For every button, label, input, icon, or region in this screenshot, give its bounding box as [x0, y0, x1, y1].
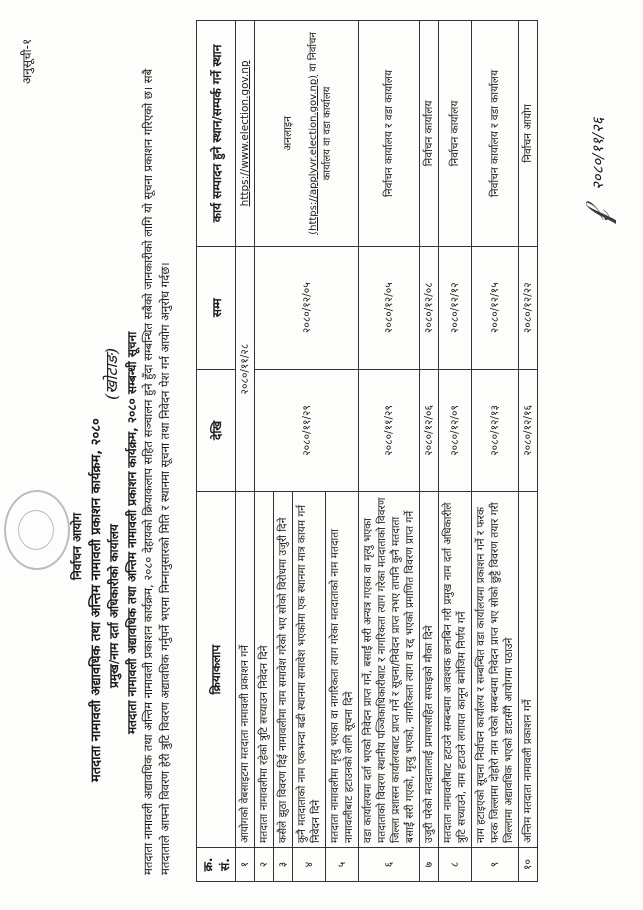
row-place: निर्वाचन कार्यालय: [439, 21, 472, 247]
signature-date: २०८०/११/२६: [589, 117, 607, 190]
row-to: २०८०/१२/१५: [472, 246, 519, 369]
apply-link[interactable]: (https://applyvr.election.gov.np): [307, 74, 319, 235]
office-seal-stamp: [4, 490, 70, 570]
header-to: सम्म: [197, 246, 236, 369]
row-sn: २: [255, 847, 274, 881]
table-row: [420, 21, 439, 882]
schedule-table: [196, 20, 538, 882]
row-sn: ६: [359, 847, 420, 881]
annex-label: अनुसूची-१: [20, 38, 34, 84]
row-from: २०८०/१२/०६: [420, 369, 439, 492]
row-sn: १०: [519, 847, 538, 881]
row-to: २०८०/१२/२२: [519, 246, 538, 369]
place-online: अनलाइन: [281, 116, 294, 151]
table-row: [519, 21, 538, 882]
row-to: २०८०/१२/१२: [439, 246, 472, 369]
row-activity: अन्तिम मतदाता नामावली प्रकाशन गर्ने: [519, 492, 538, 848]
notice-title: मतदाता नामावली अद्यावधिक तथा अन्तिम नामावली प्रकाशन कार्यक्रम, २०८० सम्बन्धी सूचना: [125, 331, 139, 734]
row-sn: ७: [420, 847, 439, 881]
row-activity: नाम हटाइएको सूचना निर्वाचन कार्यालय र सम्बन्धित वडा कार्यालयमा प्रकाशन गर्ने र फरक फरक जिल्लामा दोहोरो नाम परेको सम्बन्धमा निवेदन प्राप्त भए सोको छुट्टै विवरण तयार गरी जिल्लामा अद्यावधिक भएको डाटासँगै आयोगमा पठाउने: [472, 492, 519, 848]
place-rest: वा निर्वाचन कार्यालय वा वडा कार्यालय: [307, 32, 333, 181]
row-place: [255, 21, 359, 247]
header-place: कार्य सम्पादन हुने स्थान/सम्पर्क गर्ने स्थान: [197, 21, 236, 247]
row-to: २०८०/१२/०५: [255, 246, 359, 369]
row-from: २०८०/१२/१३: [472, 369, 519, 492]
row-date: २०८०/११/२८: [236, 246, 255, 491]
row-to: २०८०/१२/०५: [359, 246, 420, 369]
row-activity: आयोगको वेबसाइटमा मतदाता नामावली प्रकाशन गर्ने: [236, 492, 255, 848]
office-name: निर्वाचन आयोग: [70, 512, 84, 580]
row-place: निर्वाचन कार्यालय र वडा कार्यालय: [359, 21, 420, 247]
row-from: २०८०/१२/०९: [439, 369, 472, 492]
program-title: मतदाता नामावली अद्यावधिक तथा अन्तिम नामावली प्रकाशन कार्यक्रम, २०८०: [89, 418, 104, 782]
table-row: [236, 21, 255, 882]
row-sn: ३: [274, 847, 293, 881]
row-activity: मतदाता नामावलीबाट हटाउने सम्बन्धमा आवश्यक छानबिन गरी प्रमुख नाम दर्ता अधिकारीले त्रुटि सच्याउने, नाम हटाउने लगायत कानून बमोजिम निर्णय गर्ने: [439, 492, 472, 848]
table-row: [359, 21, 420, 882]
row-activity: वडा कार्यालयमा दर्ता भएको निवेदन प्राप्त गर्ने, बसाईं सरी अन्यत्र गएका वा मृत्यु भएका मतदाताको विवरण स्थानीय पञ्जिकाधिकारीबाट र नागरिकता त्याग गरेका मतदाताको विवरण जिल्ला प्रशासन कार्यालयबाट प्राप्त गर्ने र सूचना/निवेदन प्राप्त नभए तापनि कुनै मतदाता बसाईं सरी गएको, मृत्यु भएको, नागरिकता त्याग वा रद्द भएको प्रमाणित विवरण प्राप्त गर्ने: [359, 492, 420, 848]
notice-paragraph: मतदाता नामावली अद्यावधिक तथा अन्तिम नामावली प्रकाशन कार्यक्रम, २०८० देहायको क्रियाकलाप सहित सञ्चालन हुने हुँदा सम्बन्धित सबैको जानकारीको लागि यो सूचना प्रकाशन गरिएको छ। सबै मतदाताले आफ्नो विवरण हेरी त्रुटि विवरण अद्यावधिक गर्नुपर्ने भएमा निम्नानुसारको मिति र स्थानमा सूचना तथा निवेदन पेश गर्न आयोग अनुरोध गर्दछ।: [141, 68, 172, 875]
row-sn: १: [236, 847, 255, 881]
row-activity: कसैले झुठा विवरण दिई नामावलीमा नाम समावेश गरेको भए सोको विरोधमा उजुरी दिने: [274, 492, 293, 848]
row-place-link[interactable]: https://www.election.gov.np: [236, 21, 255, 247]
table-row: [255, 21, 274, 882]
row-place: निर्वाचन कार्यालय: [420, 21, 439, 247]
row-from: २०८०/११/२९: [255, 369, 359, 492]
header-sn: क्र. सं.: [197, 847, 236, 881]
row-activity: कुनै मतदाताको नाम एकभन्दा बढी स्थानमा समावेश भएकोमा एक स्थानमा मात्र कायम गर्न निवेदन दिने: [293, 492, 326, 848]
header-activity: क्रियाकलाप: [197, 492, 236, 848]
row-sn: ९: [472, 847, 519, 881]
row-from: २०८०/१२/१६: [519, 369, 538, 492]
row-from: २०८०/११/२९: [359, 369, 420, 492]
handwritten-signature: 𝒻: [578, 208, 618, 224]
row-sn: ४: [293, 847, 326, 881]
table-row: [439, 21, 472, 882]
handwritten-district: (खोटाङ): [102, 347, 121, 400]
row-place: निर्वाचन आयोग: [519, 21, 538, 247]
row-sn: ८: [439, 847, 472, 881]
row-activity: उजुरी परेको मतदातालाई प्रमाणसहित सफाइको मौका दिने: [420, 492, 439, 848]
row-place: निर्वाचन कार्यालय र वडा कार्यालय: [472, 21, 519, 247]
row-activity: मतदाता नामावलीमा मृत्यु भएका वा नागरिकता त्याग गरेका मतदाताको नाम मतदाता नामावलीबाट हटाउनको लागि सूचना दिने: [326, 492, 359, 848]
header-from: देखि: [197, 369, 236, 492]
row-sn: ५: [326, 847, 359, 881]
row-activity: मतदाता नामावलीमा रहेको त्रुटि सच्याउन निवेदन दिने: [255, 492, 274, 848]
table-header-row: [197, 21, 236, 882]
row-to: २०८०/१२/०८: [420, 246, 439, 369]
publisher-title: प्रमुख/नाम दर्ता अधिकारीको कार्यालय: [107, 524, 121, 688]
table-row: [472, 21, 519, 882]
